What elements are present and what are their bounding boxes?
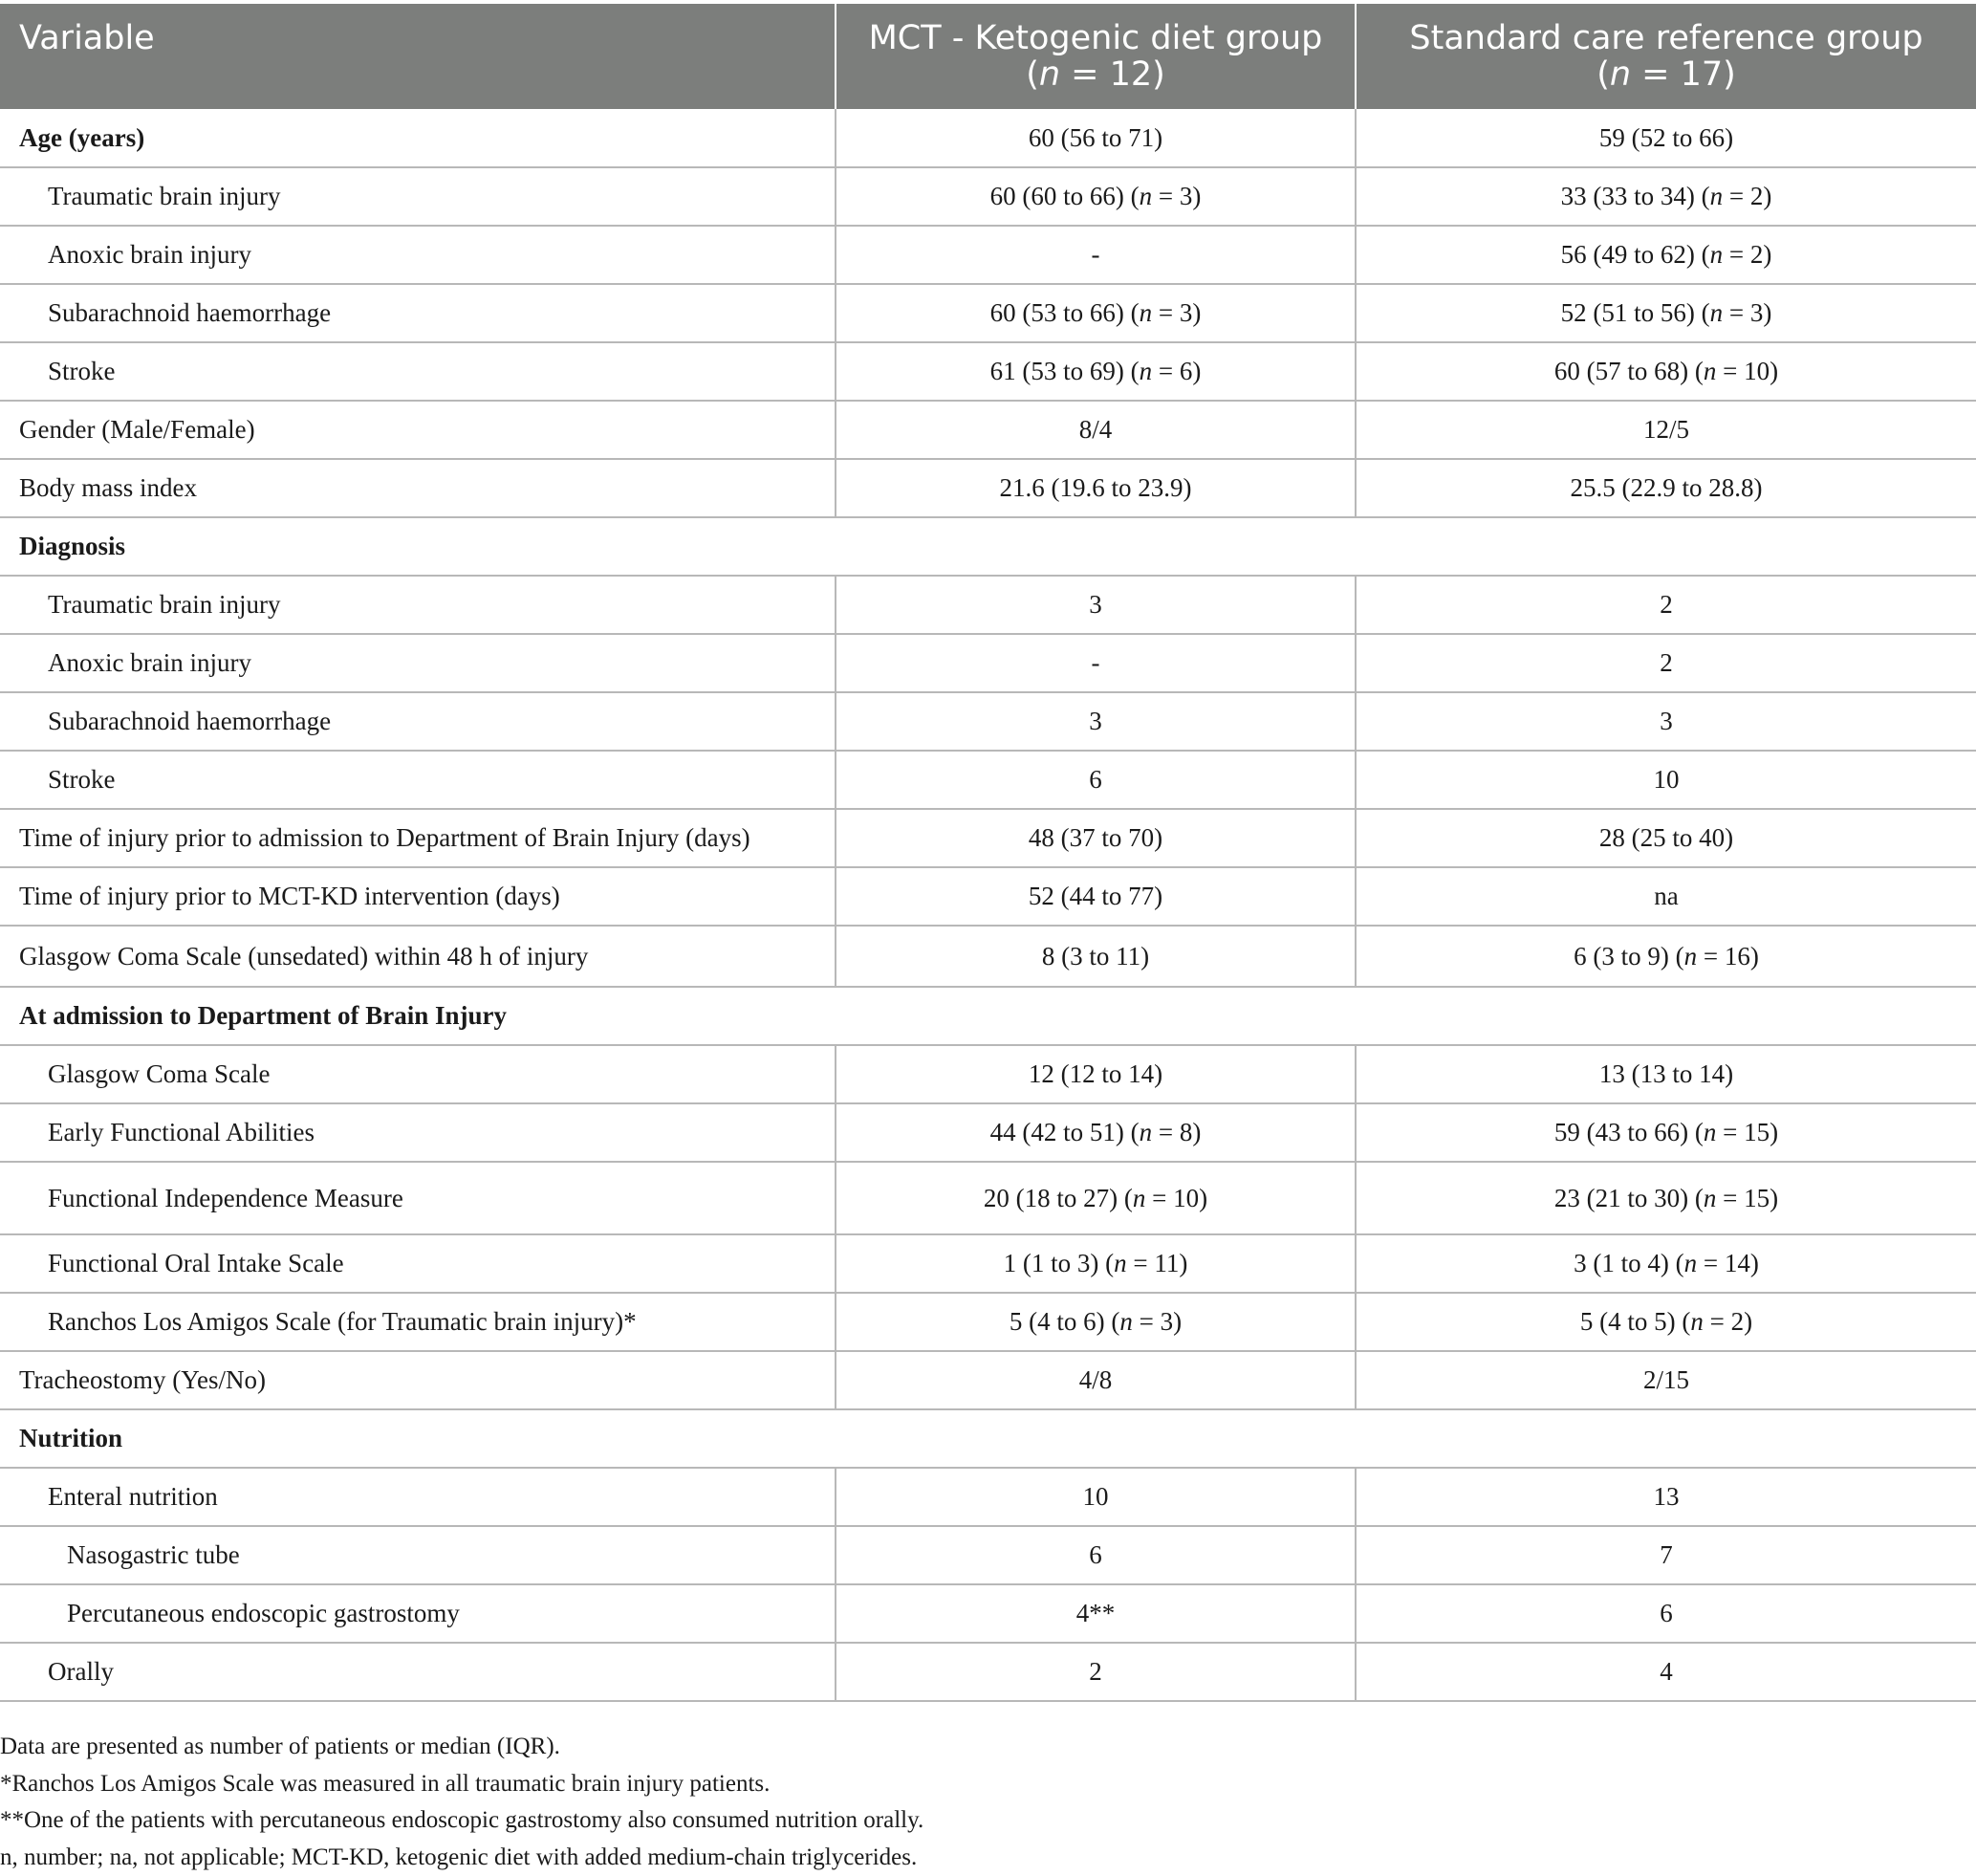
- standard-value: 2: [1356, 634, 1976, 692]
- mct-value: 2: [836, 1643, 1356, 1701]
- standard-value: na: [1356, 867, 1976, 926]
- header-mct-count: (n = 12): [856, 56, 1335, 93]
- mct-value: 20 (18 to 27) (n = 10): [836, 1162, 1356, 1234]
- mct-value: 44 (42 to 51) (n = 8): [836, 1103, 1356, 1162]
- table-body: [0, 109, 1976, 1701]
- table-row: [0, 342, 1976, 401]
- row-label: Anoxic brain injury: [0, 634, 836, 692]
- standard-value: 12/5: [1356, 401, 1976, 459]
- table-row: [0, 1468, 1976, 1526]
- table-row: [0, 1162, 1976, 1234]
- row-label: Functional Independence Measure: [0, 1162, 836, 1234]
- standard-value: 13: [1356, 1468, 1976, 1526]
- standard-value: 10: [1356, 751, 1976, 809]
- standard-value: 60 (57 to 68) (n = 10): [1356, 342, 1976, 401]
- section-heading: Nutrition: [0, 1409, 1976, 1468]
- row-label: Nasogastric tube: [0, 1526, 836, 1584]
- table-row: [0, 284, 1976, 342]
- row-label: Subarachnoid haemorrhage: [0, 692, 836, 751]
- table-row: [0, 226, 1976, 284]
- table-row: [0, 167, 1976, 226]
- mct-value: 3: [836, 692, 1356, 751]
- mct-value: 8 (3 to 11): [836, 926, 1356, 987]
- section-row: [0, 1409, 1976, 1468]
- row-label: Early Functional Abilities: [0, 1103, 836, 1162]
- mct-value: 10: [836, 1468, 1356, 1526]
- mct-value: 21.6 (19.6 to 23.9): [836, 459, 1356, 517]
- row-label: Percutaneous endoscopic gastrostomy: [0, 1584, 836, 1643]
- table-row: [0, 634, 1976, 692]
- section-row: [0, 517, 1976, 576]
- row-label: Body mass index: [0, 459, 836, 517]
- standard-value: 28 (25 to 40): [1356, 809, 1976, 867]
- standard-value: 33 (33 to 34) (n = 2): [1356, 167, 1976, 226]
- standard-value: 6: [1356, 1584, 1976, 1643]
- standard-value: 59 (52 to 66): [1356, 109, 1976, 167]
- table-row: [0, 109, 1976, 167]
- table-row: [0, 459, 1976, 517]
- standard-value: 25.5 (22.9 to 28.8): [1356, 459, 1976, 517]
- table-header: [0, 4, 1976, 109]
- footnote: n, number; na, not applicable; MCT-KD, ketogenic diet with added medium-chain triglycerides.: [0, 1840, 923, 1876]
- mct-value: 60 (56 to 71): [836, 109, 1356, 167]
- row-label: Age (years): [0, 109, 836, 167]
- standard-value: 3: [1356, 692, 1976, 751]
- header-standard-group: [1356, 4, 1976, 109]
- table-row: [0, 867, 1976, 926]
- row-label: Enteral nutrition: [0, 1468, 836, 1526]
- row-label: Gender (Male/Female): [0, 401, 836, 459]
- table-row: [0, 692, 1976, 751]
- header-variable: Variable: [0, 4, 836, 109]
- standard-value: 56 (49 to 62) (n = 2): [1356, 226, 1976, 284]
- standard-value: 5 (4 to 5) (n = 2): [1356, 1293, 1976, 1351]
- table-row: [0, 1293, 1976, 1351]
- row-label: Tracheostomy (Yes/No): [0, 1351, 836, 1409]
- mct-value: 4**: [836, 1584, 1356, 1643]
- row-label: Glasgow Coma Scale: [0, 1045, 836, 1103]
- row-label: Stroke: [0, 751, 836, 809]
- row-label: Glasgow Coma Scale (unsedated) within 48 h of injury: [0, 926, 836, 987]
- standard-value: 2: [1356, 576, 1976, 634]
- row-label: Traumatic brain injury: [0, 167, 836, 226]
- standard-value: 13 (13 to 14): [1356, 1045, 1976, 1103]
- standard-value: 23 (21 to 30) (n = 15): [1356, 1162, 1976, 1234]
- table-row: [0, 751, 1976, 809]
- table-footnotes: [0, 1729, 923, 1876]
- footnote: **One of the patients with percutaneous endoscopic gastrostomy also consumed nutrition orally.: [0, 1802, 923, 1840]
- standard-value: 7: [1356, 1526, 1976, 1584]
- mct-value: 1 (1 to 3) (n = 11): [836, 1234, 1356, 1293]
- row-label: Functional Oral Intake Scale: [0, 1234, 836, 1293]
- row-label: Anoxic brain injury: [0, 226, 836, 284]
- mct-value: -: [836, 634, 1356, 692]
- mct-value: 48 (37 to 70): [836, 809, 1356, 867]
- table-row: [0, 1351, 1976, 1409]
- row-label: Subarachnoid haemorrhage: [0, 284, 836, 342]
- table-row: [0, 576, 1976, 634]
- footnote: *Ranchos Los Amigos Scale was measured in all traumatic brain injury patients.: [0, 1766, 923, 1803]
- row-label: Traumatic brain injury: [0, 576, 836, 634]
- mct-value: 3: [836, 576, 1356, 634]
- row-label: Time of injury prior to admission to Department of Brain Injury (days): [0, 809, 836, 867]
- mct-value: 4/8: [836, 1351, 1356, 1409]
- table-row: [0, 926, 1976, 987]
- table-row: [0, 809, 1976, 867]
- standard-value: 3 (1 to 4) (n = 14): [1356, 1234, 1976, 1293]
- mct-value: 6: [836, 751, 1356, 809]
- standard-value: 4: [1356, 1643, 1976, 1701]
- mct-value: 8/4: [836, 401, 1356, 459]
- standard-value: 59 (43 to 66) (n = 15): [1356, 1103, 1976, 1162]
- row-label: Stroke: [0, 342, 836, 401]
- table-row: [0, 1045, 1976, 1103]
- header-mct-title: MCT - Ketogenic diet group: [856, 20, 1335, 56]
- table-row: [0, 1103, 1976, 1162]
- section-heading: Diagnosis: [0, 517, 1976, 576]
- row-label: Time of injury prior to MCT-KD intervention (days): [0, 867, 836, 926]
- mct-value: 52 (44 to 77): [836, 867, 1356, 926]
- header-standard-title: Standard care reference group: [1376, 20, 1957, 56]
- mct-value: 12 (12 to 14): [836, 1045, 1356, 1103]
- header-standard-count: (n = 17): [1376, 56, 1957, 93]
- table-row: [0, 1234, 1976, 1293]
- table-row: [0, 1584, 1976, 1643]
- footnote: Data are presented as number of patients or median (IQR).: [0, 1729, 923, 1766]
- table-row: [0, 1526, 1976, 1584]
- mct-value: -: [836, 226, 1356, 284]
- table-row: [0, 401, 1976, 459]
- section-row: [0, 987, 1976, 1045]
- mct-value: 60 (53 to 66) (n = 3): [836, 284, 1356, 342]
- row-label: Orally: [0, 1643, 836, 1701]
- row-label: Ranchos Los Amigos Scale (for Traumatic brain injury)*: [0, 1293, 836, 1351]
- mct-value: 6: [836, 1526, 1356, 1584]
- mct-value: 60 (60 to 66) (n = 3): [836, 167, 1356, 226]
- standard-value: 2/15: [1356, 1351, 1976, 1409]
- mct-value: 61 (53 to 69) (n = 6): [836, 342, 1356, 401]
- standard-value: 52 (51 to 56) (n = 3): [1356, 284, 1976, 342]
- mct-value: 5 (4 to 6) (n = 3): [836, 1293, 1356, 1351]
- table-row: [0, 1643, 1976, 1701]
- header-mct-group: [836, 4, 1356, 109]
- baseline-characteristics-table: [0, 4, 1976, 1702]
- section-heading: At admission to Department of Brain Injury: [0, 987, 1976, 1045]
- standard-value: 6 (3 to 9) (n = 16): [1356, 926, 1976, 987]
